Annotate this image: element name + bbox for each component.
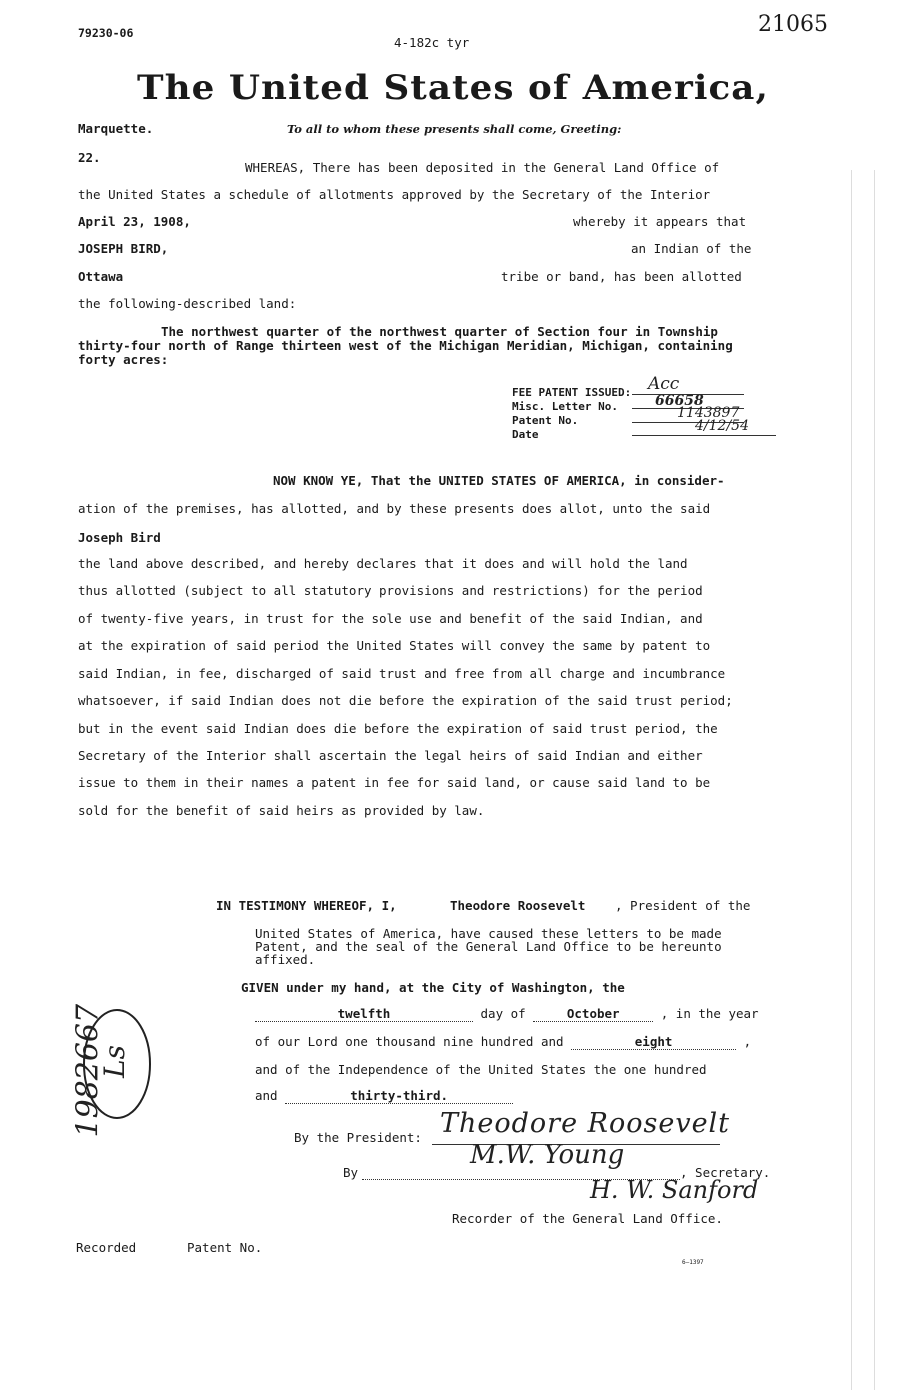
in-year-text: , in the year — [660, 1006, 759, 1021]
body-line: of twenty-five years, in trust for the sole use and benefit of the said Indian, and — [78, 611, 703, 626]
body-line: at the expiration of said period the United States will convey the same by patent to — [78, 638, 711, 653]
by-label: By — [343, 1165, 359, 1180]
margin-number: 1982667 — [70, 1003, 106, 1138]
day-fill: twelfth — [255, 1006, 473, 1022]
body-line: issue to them in their names a patent in fee for said land, or cause said land to be — [78, 775, 711, 790]
independence-year-fill: thirty-third. — [285, 1088, 513, 1104]
secretary-signature: M.W. Young — [470, 1140, 625, 1170]
testimony-lead-end: , President of the — [615, 898, 751, 913]
now-know-ye: NOW KNOW YE, That the UNITED STATES OF AMERICA, in consider- — [273, 473, 725, 488]
body-line: said Indian, in fee, discharged of said trust and free from all charge and incumbrance — [78, 666, 726, 681]
serial-right: 21065 — [758, 12, 828, 37]
body-line: Secretary of the Interior shall ascertain the legal heirs of said Indian and either — [78, 748, 703, 763]
lord-text: of our Lord one thousand nine hundred and — [255, 1034, 564, 1049]
serial-left: 79230-06 — [78, 26, 134, 40]
testimony-lead: IN TESTIMONY WHEREOF, I, — [216, 898, 397, 913]
footer-patent-no-label: Patent No. — [187, 1240, 263, 1255]
testimony-line: affixed. — [255, 952, 316, 967]
testimony-line: United States of America, have caused these letters to be made — [255, 926, 722, 941]
whereas-line: the United States a schedule of allotments approved by the Secretary of the Interior — [78, 187, 711, 202]
whereas-line: an Indian of the — [631, 241, 752, 256]
recorded-label: Recorded — [76, 1240, 137, 1255]
by-president-label: By the President: — [294, 1130, 422, 1145]
misc-letter-value: 66658 — [655, 393, 704, 409]
land-description-line: forty acres: — [78, 352, 169, 367]
circled-note: Ls — [97, 1045, 131, 1078]
form-code: 6—1397 — [682, 1259, 704, 1266]
body-line: sold for the benefit of said heirs as provided by law. — [78, 803, 485, 818]
scan-edge — [851, 170, 852, 1390]
body-line: but in the event said Indian does die before the expiration of said trust period, the — [78, 721, 718, 736]
tribe: Ottawa — [78, 269, 124, 284]
land-office: Marquette. — [78, 121, 154, 136]
whereas-line: the following-described land: — [78, 296, 297, 311]
allottee-name: Joseph Bird — [78, 530, 161, 545]
month-fill: October — [533, 1006, 653, 1022]
body-line: the land above described, and hereby declares that it does and will hold the land — [78, 556, 688, 571]
greeting: To all to whom these presents shall come, Greeting: — [287, 122, 622, 136]
date-value: 4/12/54 — [695, 418, 749, 434]
day-of-text: day of — [480, 1006, 526, 1021]
misc-letter-label: Misc. Letter No. — [512, 400, 618, 413]
whereas-line: whereby it appears that — [573, 214, 747, 229]
allottee-name-caps: JOSEPH BIRD, — [78, 241, 169, 256]
form-number: 4-182c tyr — [394, 35, 470, 50]
independence-year-line — [255, 1088, 513, 1104]
record-number: 22. — [78, 150, 101, 165]
body-line: ation of the premises, has allotted, and by these presents does allot, unto the said — [78, 501, 711, 516]
stamp-line — [632, 435, 776, 436]
whereas-line: tribe or band, has been allotted — [501, 269, 742, 284]
date-line — [255, 1006, 763, 1022]
fee-patent-label: FEE PATENT ISSUED: — [512, 386, 632, 399]
patent-no-value: 1143897 — [677, 405, 740, 421]
land-description-line: The northwest quarter of the northwest quarter of Section four in Township — [161, 324, 718, 339]
date-label: Date — [512, 428, 539, 441]
land-description-line: thirty-four north of Range thirteen west of the Michigan Meridian, Michigan, containing — [78, 338, 733, 353]
whereas-line: WHEREAS, There has been deposited in the General Land Office of — [245, 160, 720, 175]
given-text: GIVEN under my hand, at the City of Washington, the — [241, 980, 625, 995]
recorder-signature: H. W. Sanford — [590, 1176, 759, 1204]
lord-line: of our Lord one thousand nine hundred and eight , — [255, 1034, 752, 1049]
testimony-line: Patent, and the seal of the General Land Office to be hereunto — [255, 939, 722, 954]
body-line: whatsoever, if said Indian does not die before the expiration of the said trust period; — [78, 693, 733, 708]
document-title: The United States of America, — [137, 68, 769, 108]
fee-patent-value: Acc — [648, 374, 680, 394]
recorder-label: Recorder of the General Land Office. — [452, 1211, 723, 1226]
independence-line: and of the Independence of the United States the one hundred — [255, 1062, 707, 1077]
president-name: Theodore Roosevelt — [450, 898, 586, 913]
president-signature: Theodore Roosevelt — [440, 1108, 731, 1139]
body-line: thus allotted (subject to all statutory provisions and restrictions) for the period — [78, 583, 703, 598]
year-fill: eight — [571, 1034, 736, 1050]
secretary-label: , Secretary. — [680, 1165, 771, 1180]
and-text: and — [255, 1088, 278, 1103]
given-line — [241, 980, 763, 995]
schedule-date: April 23, 1908, — [78, 214, 191, 229]
scan-edge — [874, 170, 875, 1390]
patent-no-label: Patent No. — [512, 414, 579, 427]
